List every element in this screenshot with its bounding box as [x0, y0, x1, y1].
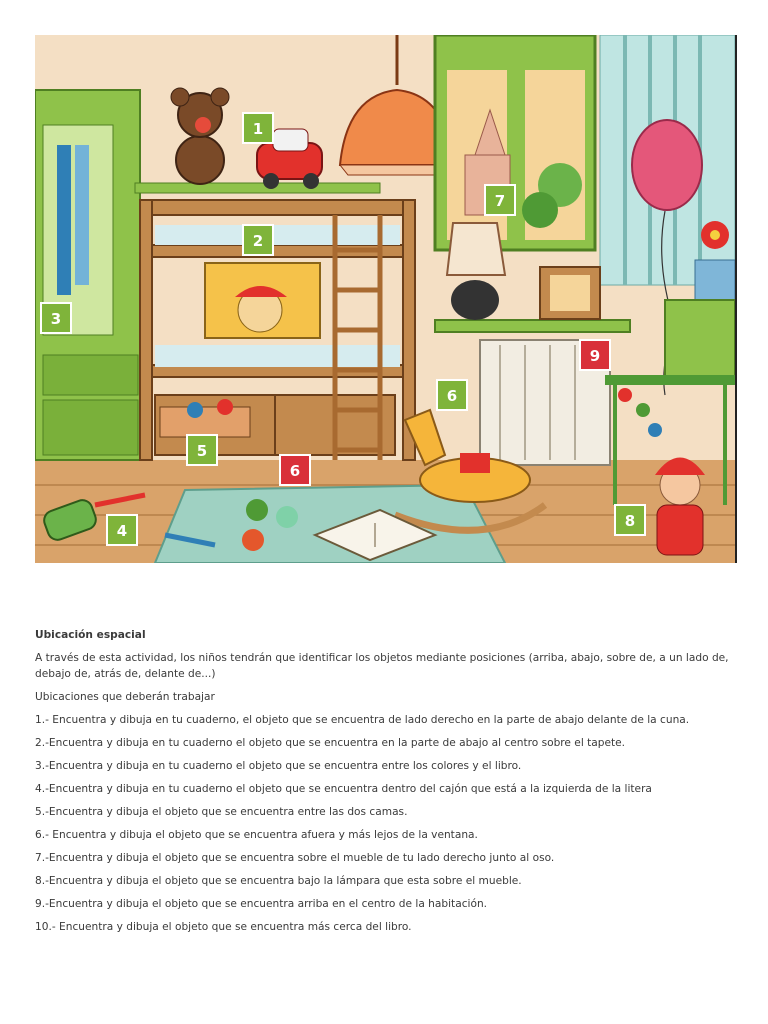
svg-text:6: 6: [289, 462, 301, 480]
instruction-item: 8.-Encuentra y dibuja el objeto que se encuentra bajo la lámpara que esta sobre el mueble.: [35, 874, 522, 887]
number-tag-8: [615, 505, 645, 535]
right-cabinet: [665, 300, 735, 380]
document-text: [35, 628, 735, 943]
instruction-item: 10.- Encuentra y dibuja el objeto que se encuentra más cerca del libro.: [35, 920, 412, 933]
instruction-item: 6.- Encuentra y dibuja el objeto que se encuentra afuera y más lejos de la ventana.: [35, 828, 478, 841]
side-table: [435, 320, 630, 332]
svg-text:8: 8: [624, 512, 636, 530]
ball: [246, 499, 268, 521]
instruction-item: 1.- Encuentra y dibuja en tu cuaderno, el objeto que se encuentra de lado derecho en la parte de abajo delante de la cuna.: [35, 713, 690, 726]
wardrobe-drawer: [43, 355, 138, 395]
svg-text:1: 1: [252, 120, 264, 138]
table-lamp: [447, 223, 505, 320]
number-tag-2: [243, 225, 273, 255]
window: [435, 35, 595, 250]
svg-text:9: 9: [589, 347, 601, 365]
number-tag-5: [187, 435, 217, 465]
ball: [276, 506, 298, 528]
intro-paragraph: A través de esta actividad, los niños tendrán que identificar los objetos mediante posiciones (arriba, abajo, sobre de, a un lado de, debajo de, atrás de, delante de...): [35, 652, 729, 680]
instruction-item: 5.-Encuentra y dibuja el objeto que se encuentra entre las dos camas.: [35, 805, 408, 818]
number-tag-1: [243, 113, 273, 143]
instruction-item: 2.-Encuentra y dibuja en tu cuaderno el objeto que se encuentra en la parte de abajo al centro sobre el tapete.: [35, 736, 626, 749]
svg-text:7: 7: [494, 192, 506, 210]
number-tag-3: [41, 303, 71, 333]
subheading: Ubicaciones que deberán trabajar: [35, 690, 215, 703]
doll: [655, 458, 705, 556]
number-tag-6: [280, 455, 310, 485]
number-tag-9: [580, 340, 610, 370]
number-tag-4: [107, 515, 137, 545]
svg-text:5: 5: [196, 442, 208, 460]
wall-shelf: [135, 183, 380, 193]
hanging-shirt: [75, 145, 89, 285]
instruction-item: 4.-Encuentra y dibuja en tu cuaderno el objeto que se encuentra dentro del cajón que está a la izquierda de la litera: [35, 782, 652, 795]
svg-text:3: 3: [50, 310, 62, 328]
svg-text:6: 6: [446, 387, 458, 405]
instruction-item: 7.-Encuentra y dibuja el objeto que se encuentra sobre el mueble de tu lado derecho junto al oso.: [35, 851, 555, 864]
number-tag-6: [437, 380, 467, 410]
number-tag-7: [485, 185, 515, 215]
section-heading: Ubicación espacial: [35, 629, 146, 641]
svg-text:4: 4: [116, 522, 128, 540]
instruction-list: [35, 713, 735, 936]
svg-text:2: 2: [252, 232, 264, 250]
bedroom-illustration: [35, 35, 737, 563]
wardrobe-drawer: [43, 400, 138, 455]
instruction-item: 9.-Encuentra y dibuja el objeto que se encuentra arriba en el centro de la habitación.: [35, 897, 488, 910]
ball: [242, 529, 264, 551]
instruction-item: 3.-Encuentra y dibuja en tu cuaderno el objeto que se encuentra entre los colores y el libro.: [35, 759, 522, 772]
bedroom-scene: [35, 35, 735, 563]
picture-frame: [540, 267, 600, 319]
hanging-shirt: [57, 145, 71, 295]
